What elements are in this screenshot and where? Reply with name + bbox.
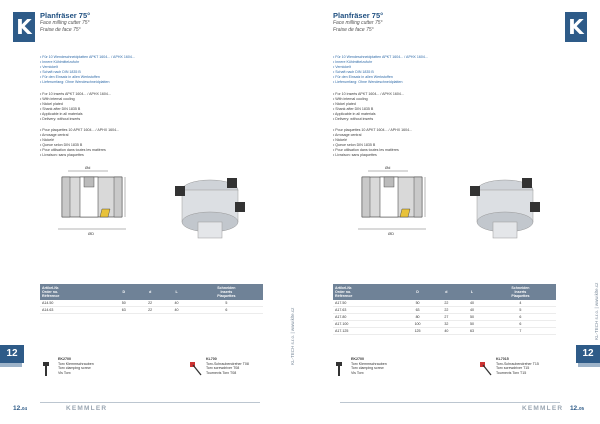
product-photo — [460, 172, 550, 252]
accessory-code: KL700 — [206, 357, 217, 361]
table-row — [333, 321, 556, 328]
header-D: D — [111, 284, 137, 300]
insert-3 — [235, 202, 245, 212]
feature-line: • Applicable in all materials — [333, 112, 376, 116]
cell: 100 — [402, 321, 434, 328]
cell: 27 — [434, 314, 460, 321]
feature-line: • Pour utilisation dans toutes les matières — [333, 148, 399, 152]
product-photo — [165, 172, 255, 252]
page-number-page: 04 — [22, 406, 28, 411]
feature-line: • Applicable in all materials — [40, 112, 83, 116]
page-number-page: 05 — [578, 406, 584, 411]
page-title: Planfräser 75° — [40, 11, 91, 20]
accessory-code: KL7015 — [496, 357, 509, 361]
feature-line: • Für den Einsatz in allen Werkstoffen — [40, 75, 100, 79]
brand-name: KEMMLER — [66, 405, 108, 412]
table-row — [333, 307, 556, 314]
chapter-tab-bar — [578, 363, 600, 367]
feature-line: • Vernickelt — [40, 65, 58, 69]
feature-line: • Queue selon DIN 1835 B — [40, 143, 83, 147]
accessory-line: Vis Torx — [351, 370, 364, 375]
accessory-line: Tournevis Torx T08 — [206, 370, 237, 375]
cutter-hub — [198, 222, 222, 238]
features-en — [40, 92, 250, 122]
hatch-left — [362, 177, 370, 217]
feature-line: • For 10 inserts APKT 1604... / APHX 1604... — [40, 92, 111, 96]
header-D: D — [402, 284, 434, 300]
accessory-screwdriver — [496, 357, 539, 375]
feature-line: • Nickelé — [40, 138, 55, 142]
cell: 50 — [402, 300, 434, 307]
cell: 40 — [163, 300, 189, 307]
cell: 40 — [459, 307, 485, 314]
accessory-line: Torx Klemmschrauben — [58, 361, 94, 366]
features-fr — [333, 128, 543, 158]
feature-line: • Lieferumfang: Ohne Wendeschneidplatten — [40, 80, 110, 84]
cell: 63 — [111, 307, 137, 314]
screwdriver-icon — [480, 362, 492, 376]
page-title: Planfräser 75° — [333, 11, 384, 20]
cell: 63 — [459, 328, 485, 335]
insert — [400, 209, 410, 217]
cell: 22 — [137, 307, 163, 314]
header-d: d — [137, 284, 163, 300]
cell: 22 — [137, 300, 163, 307]
accessory-line: Torx-Schraubendreher T08 — [206, 361, 249, 366]
table-row — [333, 328, 556, 335]
dim-label-d: Ød — [85, 165, 91, 170]
keyway — [384, 177, 394, 187]
page-number — [13, 405, 27, 412]
cell: 40 — [163, 307, 189, 314]
features-fr — [40, 128, 250, 158]
subtitle-fr: Fraise de face 75° — [40, 26, 81, 33]
feature-line: • Lieferumfang: Ohne Wendeschneidplatten — [333, 80, 403, 84]
cell: 80 — [402, 314, 434, 321]
accessory-code: EK2700 — [58, 357, 71, 361]
accessory-screw — [351, 357, 387, 375]
spec-table — [333, 284, 556, 335]
technical-drawing — [340, 163, 450, 248]
footer-rule — [340, 402, 560, 403]
feature-line: • Pour plaquettes 10 APKT 1604... / APHX 1604... — [40, 128, 120, 132]
subtitle-en: Face milling cutter 75° — [333, 20, 383, 26]
cutter-hub — [493, 222, 517, 238]
header-d: d — [434, 284, 460, 300]
title-block — [333, 11, 533, 33]
dim-label-d: Ød — [385, 165, 391, 170]
feature-line: • Innere Kühlmittelzufuhr — [333, 60, 373, 64]
subtitle-fr: Fraise de face 75° — [333, 26, 374, 33]
page-number-chapter: 12. — [13, 405, 23, 412]
table-header-row — [333, 284, 556, 300]
technical-drawing — [40, 163, 150, 248]
keyway — [84, 177, 94, 187]
cell: 125 — [402, 328, 434, 335]
feature-line: • Für 10 Wendeschneidplatten APKT 1604... / APHX 1604... — [333, 55, 428, 59]
cell: 22 — [434, 300, 460, 307]
feature-line: • Delivery: without inserts — [333, 117, 374, 121]
feature-line: • Queue selon DIN 1835 B — [333, 143, 376, 147]
insert-1 — [175, 186, 185, 196]
header-L: L — [459, 284, 485, 300]
page-number — [570, 405, 584, 412]
cell: 32 — [434, 321, 460, 328]
cell: 50 — [111, 300, 137, 307]
feature-line: • Vernickelt — [333, 65, 351, 69]
feature-line: • Für 10 Wendeschneidplatten APKT 1604... / APHX 1604... — [40, 55, 135, 59]
feature-line: • Nickelé — [333, 138, 348, 142]
feature-line: • Livraison: sans plaquettes — [333, 153, 377, 157]
accessory-line: Vis Torx — [58, 370, 71, 375]
cell: 22 — [434, 307, 460, 314]
cell: 6 — [190, 307, 263, 314]
hatch-right — [114, 177, 122, 217]
features-de — [40, 55, 250, 85]
cell: 63 — [402, 307, 434, 314]
spec-table — [40, 284, 263, 314]
chapter-tab: 12 — [0, 345, 24, 363]
cell: A14.63 — [40, 307, 111, 314]
table-row — [333, 314, 556, 321]
cell: 5 — [485, 307, 556, 314]
cell: 5 — [190, 300, 263, 307]
header-L: L — [163, 284, 189, 300]
right-page — [300, 0, 600, 424]
cell: 6 — [485, 314, 556, 321]
cell: 40 — [434, 328, 460, 335]
title-block — [40, 11, 240, 33]
screw-icon — [40, 362, 52, 376]
feature-line: • With internal cooling — [333, 97, 368, 101]
feature-line: • For 10 inserts APKT 1604... / APHX 1604... — [333, 92, 404, 96]
header-inserts: Schneiden Inserts Plaquettes — [485, 284, 556, 300]
cell: A17.100 — [333, 321, 402, 328]
hatch-left — [62, 177, 70, 217]
feature-line: • Delivery: without inserts — [40, 117, 81, 121]
header-article: Artikel-Nr. Order no. Référence — [40, 284, 111, 300]
accessory-line: Torx Klemmschrauben — [351, 361, 387, 366]
insert-2 — [227, 178, 237, 188]
kemmler-logo: K — [565, 12, 587, 42]
dim-label-D: ØD — [388, 231, 394, 236]
accessory-code: EK2700 — [351, 357, 364, 361]
accessory-line: Torx screwdriver T08 — [206, 366, 240, 371]
subtitle-en: Face milling cutter 75° — [40, 20, 90, 26]
accessory-line: Torx-Schraubendreher T15 — [496, 361, 539, 366]
feature-line: • Arrosage central — [333, 133, 362, 137]
screwdriver-icon — [190, 362, 202, 376]
insert-2 — [522, 178, 532, 188]
feature-line: • Nickel plated — [333, 102, 356, 106]
cell: 40 — [459, 300, 485, 307]
side-web-text: KL-TECH s.r.o. | www.klte.cz — [290, 307, 295, 365]
accessory-line: Torx clamping screw — [58, 366, 91, 371]
accessory-screw — [58, 357, 94, 375]
brand-name: KEMMLER — [522, 405, 564, 412]
accessory-line: Torx screwdriver T15 — [496, 366, 530, 371]
cell: 50 — [459, 321, 485, 328]
page-number-chapter: 12. — [569, 405, 579, 412]
header-inserts: Schneiden Inserts Plaquettes — [190, 284, 263, 300]
cell: 4 — [485, 300, 556, 307]
cell: A17.80 — [333, 314, 402, 321]
feature-line: • Für den Einsatz in allen Werkstoffen — [333, 75, 393, 79]
kemmler-logo: K — [13, 12, 35, 42]
cell: 50 — [459, 314, 485, 321]
accessory-screwdriver — [206, 357, 249, 375]
features-de — [333, 55, 543, 85]
accessory-line: Tournevis Torx T15 — [496, 370, 527, 375]
feature-line: • Shank after DIN 1835 B — [40, 107, 81, 111]
insert-3 — [530, 202, 540, 212]
hatch-right — [414, 177, 422, 217]
side-web-text: KL-TECH s.r.o. | www.klte.cz — [594, 282, 599, 340]
insert — [100, 209, 110, 217]
cell: 6 — [485, 321, 556, 328]
feature-line: • With internal cooling — [40, 97, 75, 101]
feature-line: • Livraison: sans plaquettes — [40, 153, 84, 157]
chapter-tab-bar — [0, 363, 22, 367]
cell: A17.125 — [333, 328, 402, 335]
accessory-line: Torx clamping screw — [351, 366, 384, 371]
feature-line: • Nickel plated — [40, 102, 63, 106]
footer-rule — [40, 402, 260, 403]
cell: 7 — [485, 328, 556, 335]
feature-line: • Pour utilisation dans toutes les matières — [40, 148, 106, 152]
chapter-tab: 12 — [576, 345, 600, 363]
feature-line: • Innere Kühlmittelzufuhr — [40, 60, 80, 64]
feature-line: • Pour plaquettes 10 APKT 1604... / APHX 1604... — [333, 128, 413, 132]
features-en — [333, 92, 543, 122]
header-article: Artikel-Nr. Order no. Référence — [333, 284, 402, 300]
feature-line: • Shank after DIN 1835 B — [333, 107, 374, 111]
dim-label-D: ØD — [88, 231, 94, 236]
screw-icon — [333, 362, 345, 376]
feature-line: • Arrosage central — [40, 133, 69, 137]
table-header-row — [40, 284, 263, 300]
cell: A14.50 — [40, 300, 111, 307]
table-row — [40, 307, 263, 314]
insert-1 — [470, 186, 480, 196]
cell: A17.63 — [333, 307, 402, 314]
feature-line: • Schaft nach DIN 1835 B — [333, 70, 374, 74]
feature-line: • Schaft nach DIN 1835 B — [40, 70, 81, 74]
cell: A17.50 — [333, 300, 402, 307]
